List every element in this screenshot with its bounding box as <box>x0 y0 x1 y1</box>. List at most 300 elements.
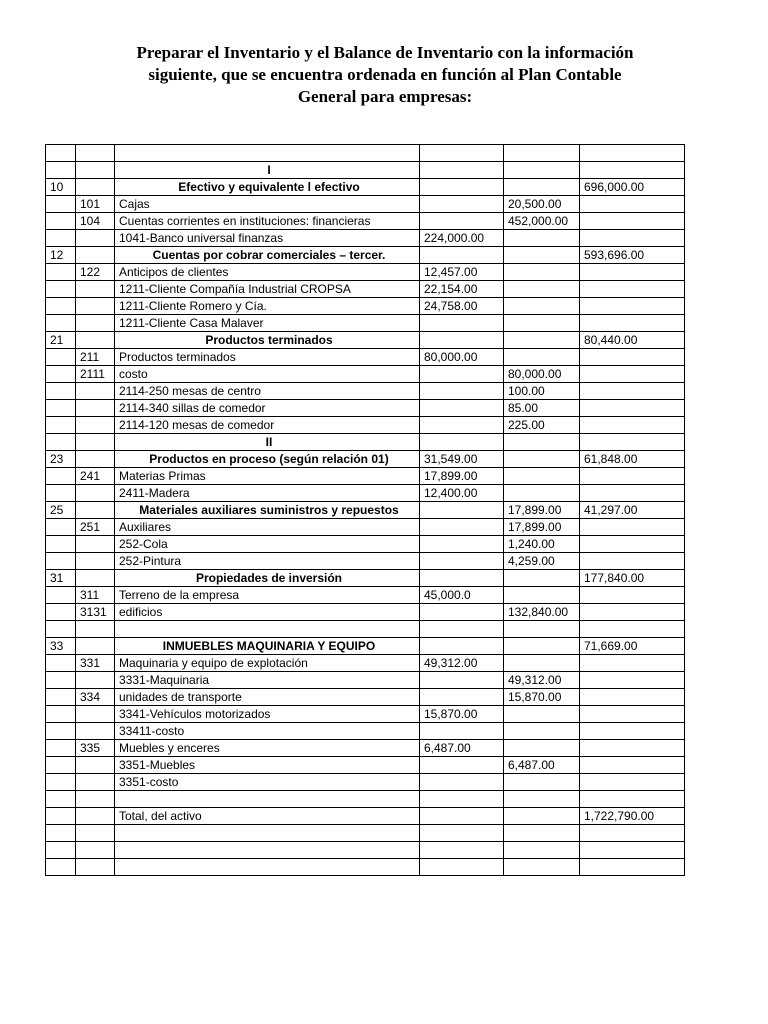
account-code-cell <box>46 485 76 502</box>
subaccount-code-cell <box>76 247 115 264</box>
amount-col1-cell: 17,899.00 <box>420 468 504 485</box>
description-cell: Anticipos de clientes <box>115 264 420 281</box>
account-code-cell <box>46 774 76 791</box>
amount-col1-cell <box>420 434 504 451</box>
subaccount-code-cell <box>76 757 115 774</box>
account-code-cell <box>46 196 76 213</box>
amount-col3-cell <box>580 825 685 842</box>
account-code-cell <box>46 145 76 162</box>
account-code-cell <box>46 757 76 774</box>
subaccount-code-cell: 335 <box>76 740 115 757</box>
description-cell: 1041-Banco universal finanzas <box>115 230 420 247</box>
subaccount-code-cell <box>76 315 115 332</box>
amount-col3-cell <box>580 417 685 434</box>
amount-col3-cell <box>580 655 685 672</box>
amount-col3-cell <box>580 213 685 230</box>
amount-col3-cell <box>580 689 685 706</box>
subaccount-code-cell <box>76 145 115 162</box>
amount-col3-cell <box>580 400 685 417</box>
amount-col1-cell <box>420 366 504 383</box>
amount-col1-cell <box>420 145 504 162</box>
account-code-cell <box>46 655 76 672</box>
description-cell: 3331-Maquinaria <box>115 672 420 689</box>
account-code-cell: 31 <box>46 570 76 587</box>
account-code-cell <box>46 808 76 825</box>
subaccount-code-cell <box>76 451 115 468</box>
table-row <box>46 400 685 417</box>
account-code-cell <box>46 723 76 740</box>
inventory-table <box>45 144 685 876</box>
amount-col2-cell <box>504 825 580 842</box>
table-row <box>46 621 685 638</box>
table-row <box>46 553 685 570</box>
amount-col1-cell <box>420 859 504 876</box>
amount-col3-cell <box>580 859 685 876</box>
amount-col2-cell <box>504 349 580 366</box>
amount-col2-cell <box>504 808 580 825</box>
subaccount-code-cell <box>76 434 115 451</box>
amount-col1-cell <box>420 417 504 434</box>
amount-col3-cell <box>580 604 685 621</box>
table-row <box>46 366 685 383</box>
amount-col1-cell: 24,758.00 <box>420 298 504 315</box>
subaccount-code-cell: 241 <box>76 468 115 485</box>
account-code-cell <box>46 468 76 485</box>
title-line: General para empresas: <box>297 87 473 106</box>
subaccount-code-cell <box>76 774 115 791</box>
amount-col1-cell <box>420 315 504 332</box>
account-code-cell <box>46 400 76 417</box>
amount-col2-cell <box>504 434 580 451</box>
amount-col2-cell <box>504 791 580 808</box>
amount-col1-cell: 80,000.00 <box>420 349 504 366</box>
amount-col2-cell: 15,870.00 <box>504 689 580 706</box>
subaccount-code-cell: 104 <box>76 213 115 230</box>
account-code-cell <box>46 383 76 400</box>
amount-col2-cell <box>504 451 580 468</box>
description-cell <box>115 842 420 859</box>
amount-col1-cell: 15,870.00 <box>420 706 504 723</box>
account-code-cell <box>46 434 76 451</box>
table-row <box>46 162 685 179</box>
account-code-cell <box>46 740 76 757</box>
subaccount-code-cell <box>76 791 115 808</box>
amount-col2-cell <box>504 281 580 298</box>
account-code-cell <box>46 706 76 723</box>
title-line: Preparar el Inventario y el Balance de Inventario con la información <box>136 43 634 62</box>
amount-col1-cell <box>420 247 504 264</box>
description-cell: 2411-Madera <box>115 485 420 502</box>
description-cell: Terreno de la empresa <box>115 587 420 604</box>
amount-col2-cell: 452,000.00 <box>504 213 580 230</box>
amount-col1-cell <box>420 179 504 196</box>
amount-col3-cell <box>580 434 685 451</box>
amount-col2-cell <box>504 706 580 723</box>
amount-col2-cell <box>504 859 580 876</box>
amount-col2-cell: 80,000.00 <box>504 366 580 383</box>
account-code-cell <box>46 621 76 638</box>
amount-col2-cell <box>504 485 580 502</box>
amount-col2-cell <box>504 315 580 332</box>
amount-col3-cell: 80,440.00 <box>580 332 685 349</box>
amount-col2-cell <box>504 247 580 264</box>
amount-col1-cell <box>420 842 504 859</box>
table-row <box>46 298 685 315</box>
inventory-table-body <box>46 145 685 876</box>
table-row <box>46 349 685 366</box>
amount-col3-cell <box>580 587 685 604</box>
amount-col2-cell <box>504 264 580 281</box>
account-code-cell <box>46 264 76 281</box>
account-code-cell: 23 <box>46 451 76 468</box>
amount-col2-cell <box>504 655 580 672</box>
subaccount-code-cell: 3131 <box>76 604 115 621</box>
table-row <box>46 638 685 655</box>
description-cell: 1211-Cliente Romero y Cía. <box>115 298 420 315</box>
table-row <box>46 485 685 502</box>
subaccount-code-cell <box>76 179 115 196</box>
amount-col1-cell <box>420 672 504 689</box>
amount-col1-cell <box>420 553 504 570</box>
amount-col1-cell <box>420 638 504 655</box>
amount-col2-cell: 6,487.00 <box>504 757 580 774</box>
account-code-cell: 12 <box>46 247 76 264</box>
amount-col1-cell: 12,400.00 <box>420 485 504 502</box>
amount-col2-cell <box>504 570 580 587</box>
amount-col1-cell: 45,000.0 <box>420 587 504 604</box>
amount-col2-cell: 20,500.00 <box>504 196 580 213</box>
amount-col3-cell <box>580 281 685 298</box>
amount-col1-cell <box>420 519 504 536</box>
account-code-cell <box>46 672 76 689</box>
amount-col1-cell <box>420 689 504 706</box>
account-code-cell <box>46 587 76 604</box>
table-row <box>46 587 685 604</box>
description-cell: Materias Primas <box>115 468 420 485</box>
amount-col3-cell <box>580 774 685 791</box>
description-cell: Efectivo y equivalente l efectivo <box>115 179 420 196</box>
amount-col2-cell: 4,259.00 <box>504 553 580 570</box>
description-cell: 252-Pintura <box>115 553 420 570</box>
table-row <box>46 247 685 264</box>
amount-col3-cell <box>580 672 685 689</box>
title-line: siguiente, que se encuentra ordenada en función al Plan Contable <box>148 65 622 84</box>
description-cell: 2114-340 sillas de comedor <box>115 400 420 417</box>
amount-col2-cell <box>504 723 580 740</box>
amount-col2-cell <box>504 638 580 655</box>
amount-col1-cell: 12,457.00 <box>420 264 504 281</box>
account-code-cell <box>46 281 76 298</box>
amount-col1-cell: 6,487.00 <box>420 740 504 757</box>
description-cell: Cuentas por cobrar comerciales – tercer. <box>115 247 420 264</box>
amount-col3-cell: 593,696.00 <box>580 247 685 264</box>
amount-col3-cell: 41,297.00 <box>580 502 685 519</box>
description-cell: Cuentas corrientes en instituciones: financieras <box>115 213 420 230</box>
description-cell: Maquinaria y equipo de explotación <box>115 655 420 672</box>
amount-col3-cell <box>580 842 685 859</box>
amount-col3-cell <box>580 536 685 553</box>
subaccount-code-cell <box>76 536 115 553</box>
amount-col3-cell <box>580 162 685 179</box>
account-code-cell <box>46 315 76 332</box>
table-row <box>46 825 685 842</box>
account-code-cell <box>46 213 76 230</box>
table-row <box>46 196 685 213</box>
table-row <box>46 706 685 723</box>
amount-col3-cell <box>580 519 685 536</box>
amount-col3-cell <box>580 298 685 315</box>
subaccount-code-cell <box>76 672 115 689</box>
description-cell: edificios <box>115 604 420 621</box>
table-row <box>46 264 685 281</box>
table-row <box>46 230 685 247</box>
subaccount-code-cell: 311 <box>76 587 115 604</box>
table-row <box>46 570 685 587</box>
table-row <box>46 723 685 740</box>
description-cell <box>115 145 420 162</box>
amount-col1-cell: 224,000.00 <box>420 230 504 247</box>
amount-col2-cell <box>504 842 580 859</box>
table-row <box>46 434 685 451</box>
subaccount-code-cell <box>76 638 115 655</box>
amount-col3-cell <box>580 196 685 213</box>
amount-col1-cell <box>420 536 504 553</box>
account-code-cell <box>46 519 76 536</box>
subaccount-code-cell <box>76 570 115 587</box>
table-row <box>46 655 685 672</box>
amount-col2-cell: 132,840.00 <box>504 604 580 621</box>
description-cell: Materiales auxiliares suministros y repuestos <box>115 502 420 519</box>
description-cell: Auxiliares <box>115 519 420 536</box>
amount-col3-cell <box>580 264 685 281</box>
table-row <box>46 213 685 230</box>
description-cell: 2114-250 mesas de centro <box>115 383 420 400</box>
amount-col1-cell <box>420 825 504 842</box>
table-row <box>46 281 685 298</box>
table-row <box>46 859 685 876</box>
amount-col3-cell <box>580 740 685 757</box>
document-title <box>90 42 680 108</box>
description-cell: 1211-Cliente Compañía Industrial CROPSA <box>115 281 420 298</box>
description-cell <box>115 859 420 876</box>
amount-col2-cell <box>504 332 580 349</box>
subaccount-code-cell <box>76 417 115 434</box>
account-code-cell: 10 <box>46 179 76 196</box>
subaccount-code-cell: 122 <box>76 264 115 281</box>
account-code-cell: 33 <box>46 638 76 655</box>
description-cell: Propiedades de inversión <box>115 570 420 587</box>
amount-col2-cell: 100.00 <box>504 383 580 400</box>
description-cell: Total, del activo <box>115 808 420 825</box>
account-code-cell <box>46 230 76 247</box>
amount-col1-cell <box>420 332 504 349</box>
amount-col1-cell <box>420 213 504 230</box>
amount-col1-cell <box>420 570 504 587</box>
description-cell: Productos terminados <box>115 349 420 366</box>
amount-col3-cell <box>580 757 685 774</box>
table-row <box>46 604 685 621</box>
amount-col1-cell <box>420 604 504 621</box>
account-code-cell <box>46 842 76 859</box>
description-cell: II <box>115 434 420 451</box>
subaccount-code-cell <box>76 842 115 859</box>
table-row <box>46 383 685 400</box>
amount-col3-cell: 1,722,790.00 <box>580 808 685 825</box>
description-cell: 33411-costo <box>115 723 420 740</box>
account-code-cell <box>46 825 76 842</box>
amount-col1-cell <box>420 791 504 808</box>
subaccount-code-cell <box>76 553 115 570</box>
description-cell: unidades de transporte <box>115 689 420 706</box>
amount-col2-cell: 49,312.00 <box>504 672 580 689</box>
amount-col3-cell <box>580 230 685 247</box>
amount-col3-cell <box>580 349 685 366</box>
description-cell: 2114-120 mesas de comedor <box>115 417 420 434</box>
amount-col1-cell: 49,312.00 <box>420 655 504 672</box>
amount-col3-cell: 177,840.00 <box>580 570 685 587</box>
subaccount-code-cell: 101 <box>76 196 115 213</box>
amount-col3-cell <box>580 145 685 162</box>
amount-col2-cell <box>504 230 580 247</box>
subaccount-code-cell <box>76 332 115 349</box>
table-row <box>46 179 685 196</box>
table-row <box>46 842 685 859</box>
account-code-cell <box>46 162 76 179</box>
amount-col2-cell <box>504 162 580 179</box>
amount-col1-cell <box>420 808 504 825</box>
amount-col3-cell <box>580 468 685 485</box>
amount-col1-cell <box>420 383 504 400</box>
table-row <box>46 774 685 791</box>
amount-col3-cell <box>580 383 685 400</box>
subaccount-code-cell: 331 <box>76 655 115 672</box>
table-row <box>46 502 685 519</box>
account-code-cell <box>46 349 76 366</box>
subaccount-code-cell <box>76 230 115 247</box>
amount-col3-cell <box>580 366 685 383</box>
description-cell: INMUEBLES MAQUINARIA Y EQUIPO <box>115 638 420 655</box>
subaccount-code-cell <box>76 485 115 502</box>
amount-col3-cell: 696,000.00 <box>580 179 685 196</box>
table-row <box>46 757 685 774</box>
description-cell: Productos en proceso (según relación 01) <box>115 451 420 468</box>
table-row <box>46 451 685 468</box>
subaccount-code-cell <box>76 162 115 179</box>
table-row <box>46 791 685 808</box>
amount-col3-cell <box>580 723 685 740</box>
account-code-cell: 25 <box>46 502 76 519</box>
table-row <box>46 417 685 434</box>
amount-col3-cell <box>580 621 685 638</box>
amount-col3-cell: 61,848.00 <box>580 451 685 468</box>
amount-col1-cell: 31,549.00 <box>420 451 504 468</box>
account-code-cell <box>46 604 76 621</box>
amount-col2-cell: 225.00 <box>504 417 580 434</box>
table-row <box>46 145 685 162</box>
account-code-cell: 21 <box>46 332 76 349</box>
table-row <box>46 536 685 553</box>
description-cell: Muebles y enceres <box>115 740 420 757</box>
table-row <box>46 315 685 332</box>
description-cell <box>115 621 420 638</box>
description-cell <box>115 791 420 808</box>
description-cell <box>115 825 420 842</box>
amount-col2-cell <box>504 468 580 485</box>
amount-col2-cell: 17,899.00 <box>504 502 580 519</box>
account-code-cell <box>46 366 76 383</box>
amount-col3-cell: 71,669.00 <box>580 638 685 655</box>
amount-col2-cell: 1,240.00 <box>504 536 580 553</box>
amount-col2-cell <box>504 179 580 196</box>
amount-col1-cell <box>420 502 504 519</box>
amount-col2-cell <box>504 740 580 757</box>
amount-col1-cell <box>420 621 504 638</box>
subaccount-code-cell <box>76 859 115 876</box>
subaccount-code-cell <box>76 383 115 400</box>
subaccount-code-cell <box>76 281 115 298</box>
description-cell: 3341-Vehículos motorizados <box>115 706 420 723</box>
description-cell: costo <box>115 366 420 383</box>
description-cell: 252-Cola <box>115 536 420 553</box>
amount-col2-cell <box>504 298 580 315</box>
description-cell: Productos terminados <box>115 332 420 349</box>
subaccount-code-cell: 211 <box>76 349 115 366</box>
subaccount-code-cell: 251 <box>76 519 115 536</box>
subaccount-code-cell <box>76 825 115 842</box>
table-row <box>46 672 685 689</box>
table-row <box>46 740 685 757</box>
amount-col2-cell <box>504 145 580 162</box>
amount-col3-cell <box>580 706 685 723</box>
description-cell: 3351-costo <box>115 774 420 791</box>
subaccount-code-cell: 2111 <box>76 366 115 383</box>
subaccount-code-cell <box>76 706 115 723</box>
amount-col1-cell: 22,154.00 <box>420 281 504 298</box>
amount-col2-cell: 85.00 <box>504 400 580 417</box>
table-row <box>46 689 685 706</box>
description-cell: 3351-Muebles <box>115 757 420 774</box>
amount-col2-cell <box>504 621 580 638</box>
account-code-cell <box>46 859 76 876</box>
table-row <box>46 332 685 349</box>
description-cell: I <box>115 162 420 179</box>
table-row <box>46 519 685 536</box>
subaccount-code-cell <box>76 298 115 315</box>
account-code-cell <box>46 298 76 315</box>
subaccount-code-cell <box>76 502 115 519</box>
amount-col3-cell <box>580 485 685 502</box>
amount-col1-cell <box>420 757 504 774</box>
amount-col3-cell <box>580 315 685 332</box>
amount-col2-cell <box>504 587 580 604</box>
account-code-cell <box>46 553 76 570</box>
table-row <box>46 808 685 825</box>
amount-col1-cell <box>420 162 504 179</box>
amount-col2-cell <box>504 774 580 791</box>
account-code-cell <box>46 536 76 553</box>
subaccount-code-cell <box>76 621 115 638</box>
amount-col2-cell: 17,899.00 <box>504 519 580 536</box>
subaccount-code-cell <box>76 400 115 417</box>
account-code-cell <box>46 791 76 808</box>
account-code-cell <box>46 417 76 434</box>
amount-col3-cell <box>580 553 685 570</box>
subaccount-code-cell <box>76 808 115 825</box>
amount-col1-cell <box>420 196 504 213</box>
amount-col3-cell <box>580 791 685 808</box>
subaccount-code-cell: 334 <box>76 689 115 706</box>
account-code-cell <box>46 689 76 706</box>
